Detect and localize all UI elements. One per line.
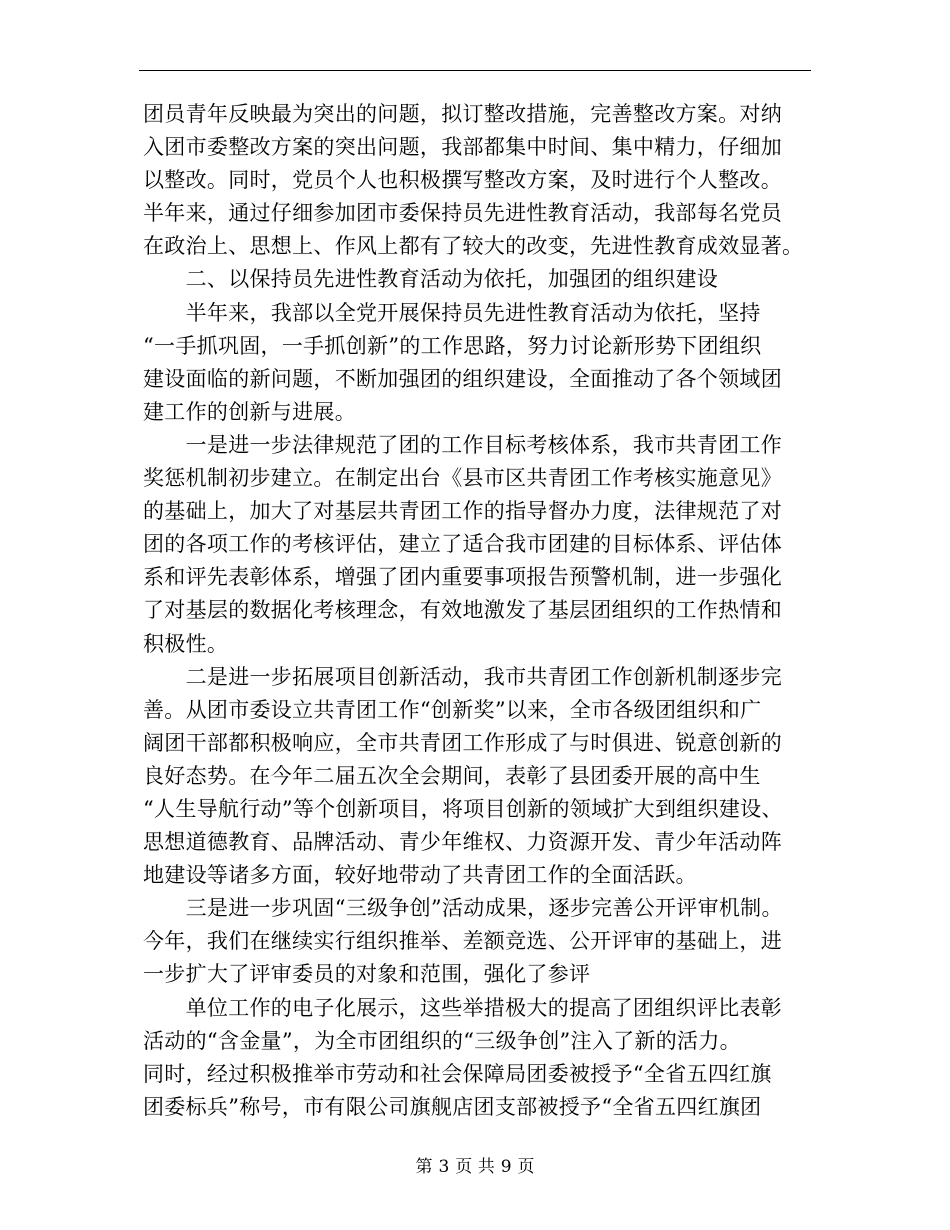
text-line: 阔团干部都积极响应，全市共青团工作形成了与时俱进、锐意创新的 <box>143 730 782 755</box>
text-line: 系和评先表彰体系，增强了团内重要事项报告预警机制，进一步强化 <box>143 565 782 590</box>
text-line: “一手抓巩固，一手抓创新”的工作思路，努力讨论新形势下团组织 <box>143 333 762 358</box>
text-line: 了对基层的数据化考核理念，有效地激发了基层团组织的工作热情和 <box>143 598 782 623</box>
text-line: 善。从团市委设立共青团工作“创新奖”以来，全市各级团组织和广 <box>143 697 762 722</box>
current-page-number: 3 <box>438 1157 450 1177</box>
text-line: 良好态势。在今年二届五次全会期间，表彰了县团委开展的高中生 <box>143 763 761 788</box>
text-line: 奖惩机制初步建立。在制定出台《县市区共青团工作考核实施意见》 <box>143 466 782 491</box>
text-line: 三是进一步巩固“三级争创”活动成果，逐步完善公开评审机制。 <box>143 896 783 921</box>
text-line: 地建设等诸多方面，较好地带动了共青团工作的全面活跃。 <box>143 863 697 888</box>
text-line: 团员青年反映最为突出的问题，拟订整改措施，完善整改方案。对纳 <box>143 102 782 126</box>
page-label-mid: 页 共 <box>455 1157 495 1177</box>
text-line: 思想道德教育、品牌活动、青少年维权、力资源开发、青少年活动阵 <box>143 830 782 855</box>
text-line: 的基础上，加大了对基层共青团工作的指导督办力度，法律规范了对 <box>143 499 782 524</box>
text-line: 一步扩大了评审委员的对象和范围，强化了参评 <box>143 962 591 987</box>
section-heading: 二、以保持员先进性教育活动为依托，加强团的组织建设 <box>143 267 719 292</box>
text-line: 一是进一步法律规范了团的工作目标考核体系，我市共青团工作 <box>143 432 782 457</box>
text-line: 二是进一步拓展项目创新活动，我市共青团工作创新机制逐步完 <box>143 664 782 689</box>
text-line: 以整改。同时，党员个人也积极撰写整改方案，及时进行个人整改。 <box>143 168 782 193</box>
text-line: 单位工作的电子化展示，这些举措极大的提高了团组织评比表彰 <box>143 995 782 1020</box>
page-footer <box>0 1152 950 1177</box>
header-rule <box>139 70 811 71</box>
text-line: 团的各项工作的考核评估，建立了适合我市团建的目标体系、评估体 <box>143 532 782 557</box>
text-line: 同时，经过积极推举市劳动和社会保障局团委被授予“全省五四红旗 <box>143 1061 772 1086</box>
text-line: 建工作的创新与进展。 <box>143 399 356 424</box>
text-line: “人生导航行动”等个创新项目，将项目创新的领域扩大到组织建设、 <box>143 796 783 821</box>
text-line: 半年来，我部以全党开展保持员先进性教育活动为依托，坚持 <box>143 300 761 325</box>
text-line: 入团市委整改方案的突出问题，我部都集中时间、集中精力，仔细加 <box>143 135 782 160</box>
page-label-suffix: 页 <box>517 1157 535 1177</box>
text-line: 积极性。 <box>143 631 229 656</box>
document-body <box>143 98 815 1124</box>
text-line: 在政治上、思想上、作风上都有了较大的改变，先进性教育成效显著。 <box>143 234 804 259</box>
page-label-prefix: 第 <box>415 1157 433 1177</box>
text-line: 团委标兵”称号，市有限公司旗舰店团支部被授予“全省五四红旗团 <box>143 1094 762 1119</box>
total-pages-number: 9 <box>500 1157 512 1177</box>
text-line: 建设面临的新问题，不断加强团的组织建设，全面推动了各个领域团 <box>143 366 782 391</box>
text-line: 活动的“含金量”，为全市团组织的“三级争创”注入了新的活力。 <box>143 1028 741 1053</box>
text-line: 今年，我们在继续实行组织推举、差额竞选、公开评审的基础上，进 <box>143 929 782 954</box>
text-line: 半年来，通过仔细参加团市委保持员先进性教育活动，我部每名党员 <box>143 201 782 226</box>
